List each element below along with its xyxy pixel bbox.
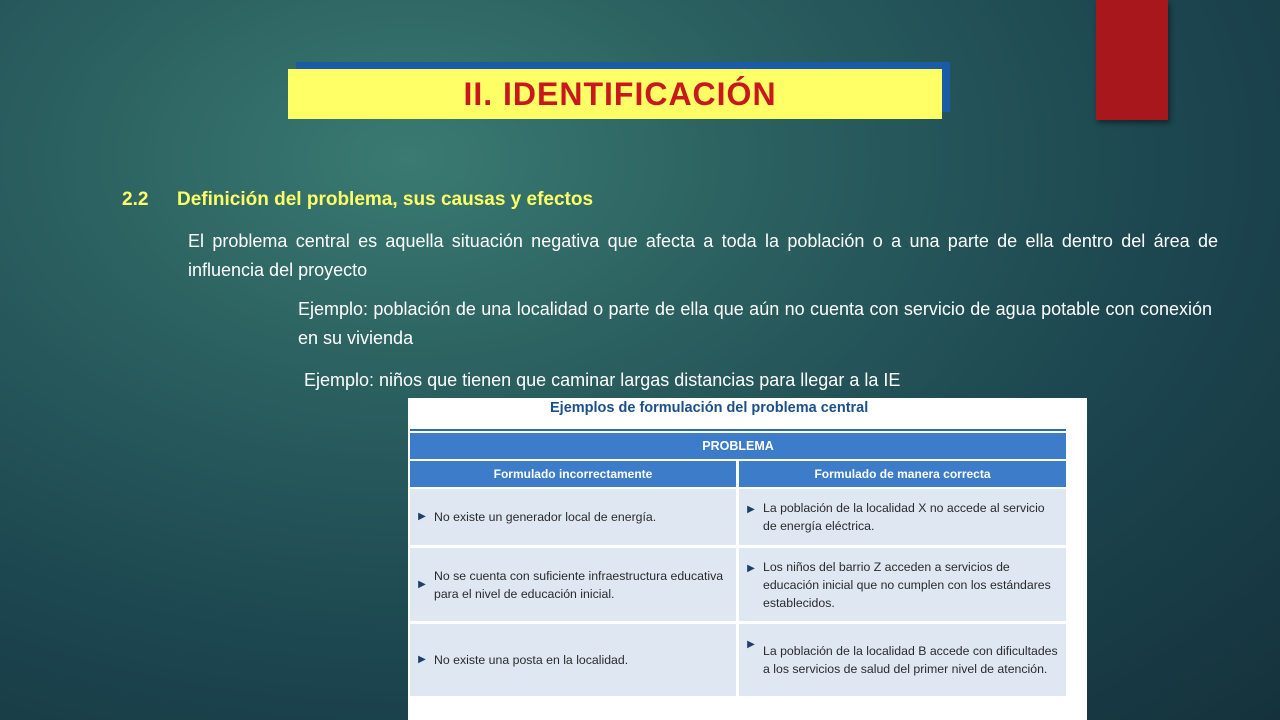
title-banner [288, 69, 942, 119]
section-number: 2.2 [122, 189, 149, 210]
definition-paragraph: El problema central es aquella situación negativa que afecta a toda la población o a una parte de ella dentro del área de influencia del proyecto [188, 231, 1218, 280]
problem-examples-table [408, 398, 1087, 720]
example-paragraph-1: Ejemplo: población de una localidad o parte de ella que aún no cuenta con servicio de agua potable con conexión en su vivienda [298, 299, 1212, 348]
cell-text: La población de la localidad X no accede al servicio de energía eléctrica. [763, 501, 1045, 533]
triangle-right-icon: ▶ [418, 578, 426, 590]
table-top-border [410, 429, 1066, 431]
section-title: Definición del problema, sus causas y efectos [177, 189, 594, 210]
slide-title: II. IDENTIFICACIÓN [463, 75, 777, 112]
cell-text: No existe un generador local de energía. [434, 510, 657, 524]
table-header-problema: PROBLEMA [410, 433, 1066, 459]
column-header-incorrect: Formulado incorrectamente [410, 461, 736, 487]
triangle-right-icon: ▶ [747, 504, 755, 515]
triangle-right-icon: ▶ [747, 639, 755, 650]
table-cell-incorrect-1 [410, 489, 736, 545]
triangle-right-icon: ▶ [747, 563, 755, 574]
table-cell-incorrect-3 [410, 624, 736, 696]
example-paragraph-2: Ejemplo: niños que tienen que caminar largas distancias para llegar a la IE [304, 370, 901, 390]
cell-text: No se cuenta con suficiente infraestructura educativa para el nivel de educación inicial. [434, 568, 724, 601]
section-heading [122, 189, 593, 211]
table-cell-correct-3 [739, 624, 1066, 696]
table-cell-correct-1 [739, 489, 1066, 545]
table-caption: Ejemplos de formulación del problema central [550, 400, 869, 416]
cell-text: No existe una posta en la localidad. [434, 653, 629, 667]
red-accent-tab [1096, 0, 1168, 120]
triangle-right-icon: ▶ [418, 654, 426, 665]
cell-text: Los niños del barrio Z acceden a servicios de educación inicial que no cumplen con los estándares establecidos. [763, 559, 1051, 610]
column-header-correct: Formulado de manera correcta [739, 461, 1066, 487]
table-cell-correct-2 [739, 548, 1066, 621]
triangle-right-icon: ▶ [418, 511, 426, 522]
table-cell-incorrect-2 [410, 548, 736, 621]
cell-text: La población de la localidad B accede con dificultades a los servicios de salud del primer nivel de atención. [763, 644, 1058, 676]
